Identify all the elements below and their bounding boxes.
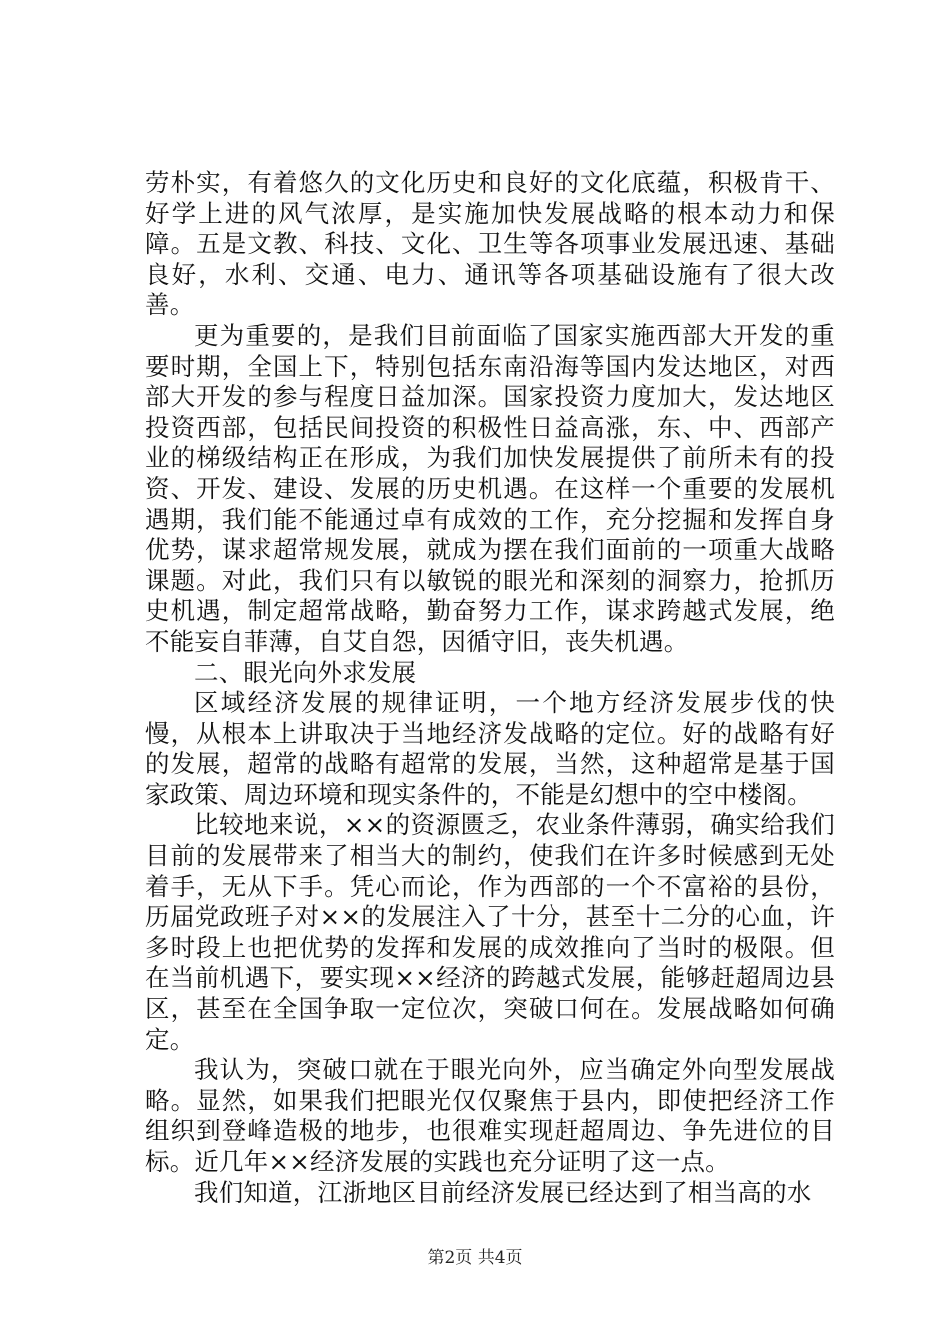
section-heading: 二、眼光向外求发展: [194, 657, 417, 687]
paragraph-1: 劳朴实，有着悠久的文化历史和良好的文化底蕴，积极肯干、好学上进的风气浓厚，是实施加快发展战略的根本动力和保障。五是文教、科技、文化、卫生等各项事业发展迅速、基础良好，水利、交通、电力、通讯等各项基础设施有了很大改善。: [145, 168, 835, 320]
paragraph-3: 区域经济发展的规律证明，一个地方经济发展步伐的快慢，从根本上讲取决于当地经济发战略的定位。好的战略有好的发展，超常的战略有超常的发展，当然，这种超常是基于国家政策、周边环境和现实条件的，不能是幻想中的空中楼阁。: [145, 688, 835, 809]
page-footer: 第2页 共4页: [427, 1248, 523, 1268]
document-body: [145, 168, 835, 1208]
paragraph-5: 我认为，突破口就在于眼光向外，应当确定外向型发展战略。显然，如果我们把眼光仅仅聚焦于县内，即使把经济工作组织到登峰造极的地步，也很难实现赶超周边、争先进位的目标。近几年××经济发展的实践也充分证明了这一点。: [145, 1055, 835, 1176]
paragraph-6: 我们知道，江浙地区目前经济发展已经达到了相当高的水: [194, 1177, 812, 1207]
paragraph-2: 更为重要的，是我们目前面临了国家实施西部大开发的重要时期，全国上下，特别包括东南沿海等国内发达地区，对西部大开发的参与程度日益加深。国家投资力度加大，发达地区投资西部，包括民间投资的积极性日益高涨，东、中、西部产业的梯级结构正在形成，为我们加快发展提供了前所未有的投资、开发、建设、发展的历史机遇。在这样一个重要的发展机遇期，我们能不能通过卓有成效的工作，充分挖掘和发挥自身优势，谋求超常规发展，就成为摆在我们面前的一项重大战略课题。对此，我们只有以敏锐的眼光和深刻的洞察力，抢抓历史机遇，制定超常战略，勤奋努力工作，谋求跨越式发展，绝不能妄自菲薄，自艾自怨，因循守旧，丧失机遇。: [145, 320, 835, 656]
paragraph-4: 比较地来说，××的资源匮乏，农业条件薄弱，确实给我们目前的发展带来了相当大的制约，使我们在许多时候感到无处着手，无从下手。凭心而论，作为西部的一个不富裕的县份，历届党政班子对××的发展注入了十分，甚至十二分的心血，许多时段上也把优势的发挥和发展的成效推向了当时的极限。但在当前机遇下，要实现××经济的跨越式发展，能够赶超周边县区，甚至在全国争取一定位次，突破口何在。发展战略如何确定。: [145, 810, 835, 1054]
